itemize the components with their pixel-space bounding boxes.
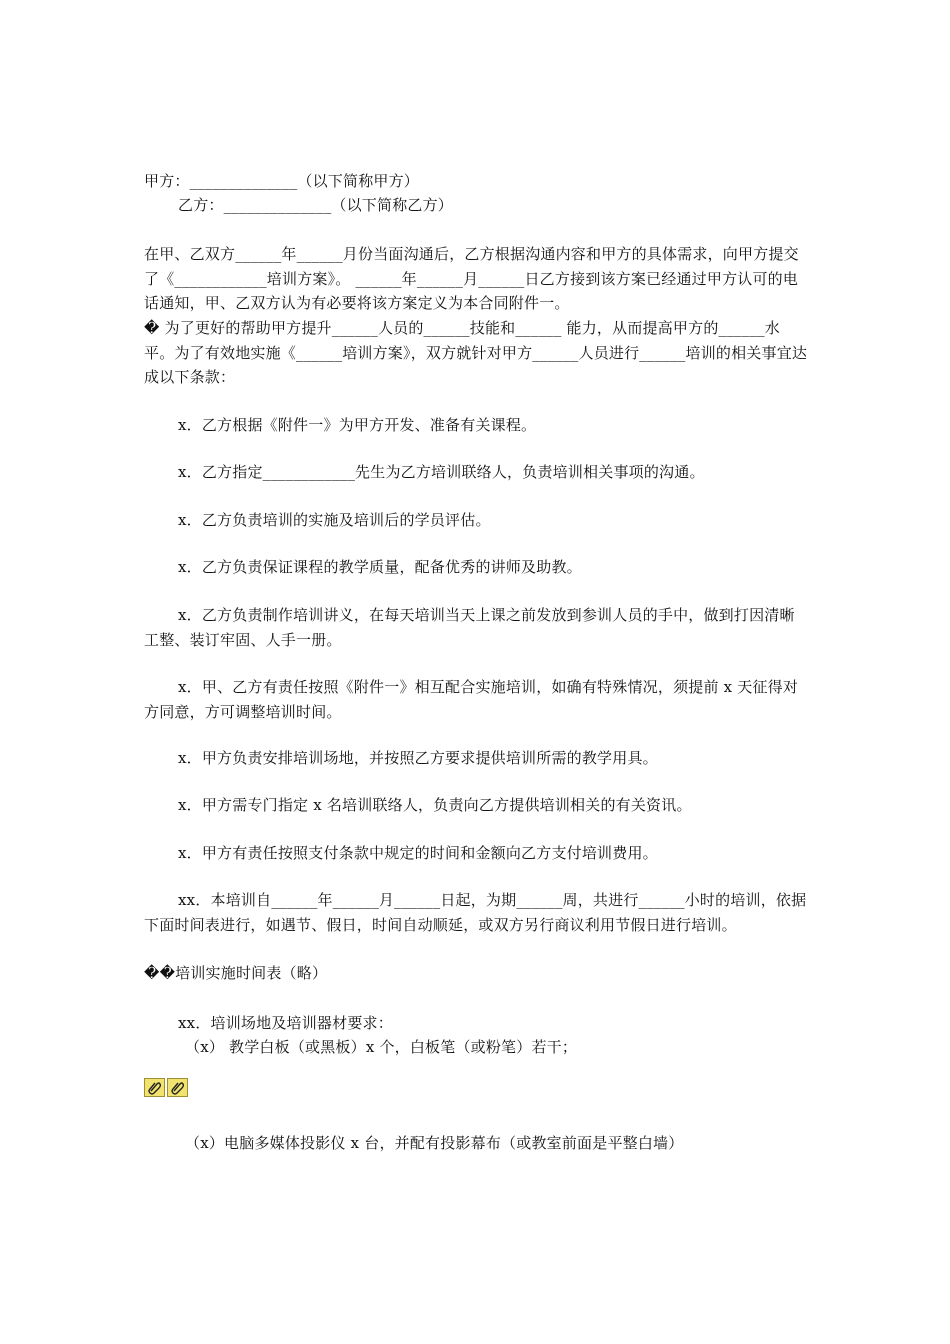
clause-9: x．甲方有责任按照支付条款中规定的时间和金额向乙方支付培训费用。	[178, 844, 658, 862]
clause-2: x．乙方指定____________先生为乙方培训联络人，负责培训相关事项的沟通。	[178, 463, 705, 481]
intro-paragraph: 在甲、乙双方______年______月份当面沟通后，乙方根据沟通内容和甲方的具体需求，向甲方提交了《____________培训方案》。 ______年______月______日乙方接到该方案已经通过甲方认可的电话通知，甲、乙双方认为有必要将该方案定义为本合同附件一。	[144, 245, 799, 312]
purpose-paragraph: � 为了更好的帮助甲方提升______人员的______技能和______ 能力，从而提高甲方的______水平。为了有效地实施《______培训方案》，双方就针对甲方______人员进行______培训的相关事宜达成以下条款：	[144, 319, 808, 386]
venue-title: xx．培训场地及培训器材要求：	[178, 1014, 393, 1032]
clause-8: x．甲方需专门指定 x 名培训联络人，负责向乙方提供培训相关的有关资讯。	[178, 796, 692, 814]
venue-item-2: （x）电脑多媒体投影仪 x 台，并配有投影幕布（或教室前面是平整白墙）	[185, 1134, 684, 1152]
party-a-line: 甲方：______________（以下简称甲方）	[144, 172, 420, 190]
clause-6: x．甲、乙方有责任按照《附件一》相互配合实施培训，如确有特殊情况，须提前 x 天征得对方同意，方可调整培训时间。	[144, 678, 799, 721]
schedule-line: ��培训实施时间表（略）	[144, 964, 328, 982]
paper-clip-icon	[144, 1078, 165, 1097]
clause-3: x．乙方负责培训的实施及培训后的学员评估。	[178, 511, 491, 529]
clause-5: x．乙方负责制作培训讲义，在每天培训当天上课之前发放到参训人员的手中，做到打因清晰工整、装订牢固、人手一册。	[144, 606, 795, 649]
venue-item-1: （x） 教学白板（或黑板）x 个，白板笔（或粉笔）若干；	[185, 1038, 578, 1056]
clause-4: x．乙方负责保证课程的教学质量，配备优秀的讲师及助教。	[178, 558, 582, 576]
clause-7: x．甲方负责安排培训场地，并按照乙方要求提供培训所需的教学用具。	[178, 749, 658, 767]
party-b-line: 乙方：______________（以下简称乙方）	[178, 196, 454, 214]
attachment-icons	[144, 1078, 190, 1098]
clause-10: xx．本培训自______年______月______日起，为期______周，共进行______小时的培训，依据下面时间表进行，如遇节、假日，时间自动顺延，或双方另行商议利用节假日进行培训。	[144, 891, 807, 934]
paper-clip-icon	[167, 1078, 188, 1097]
clause-1: x．乙方根据《附件一》为甲方开发、准备有关课程。	[178, 416, 537, 434]
